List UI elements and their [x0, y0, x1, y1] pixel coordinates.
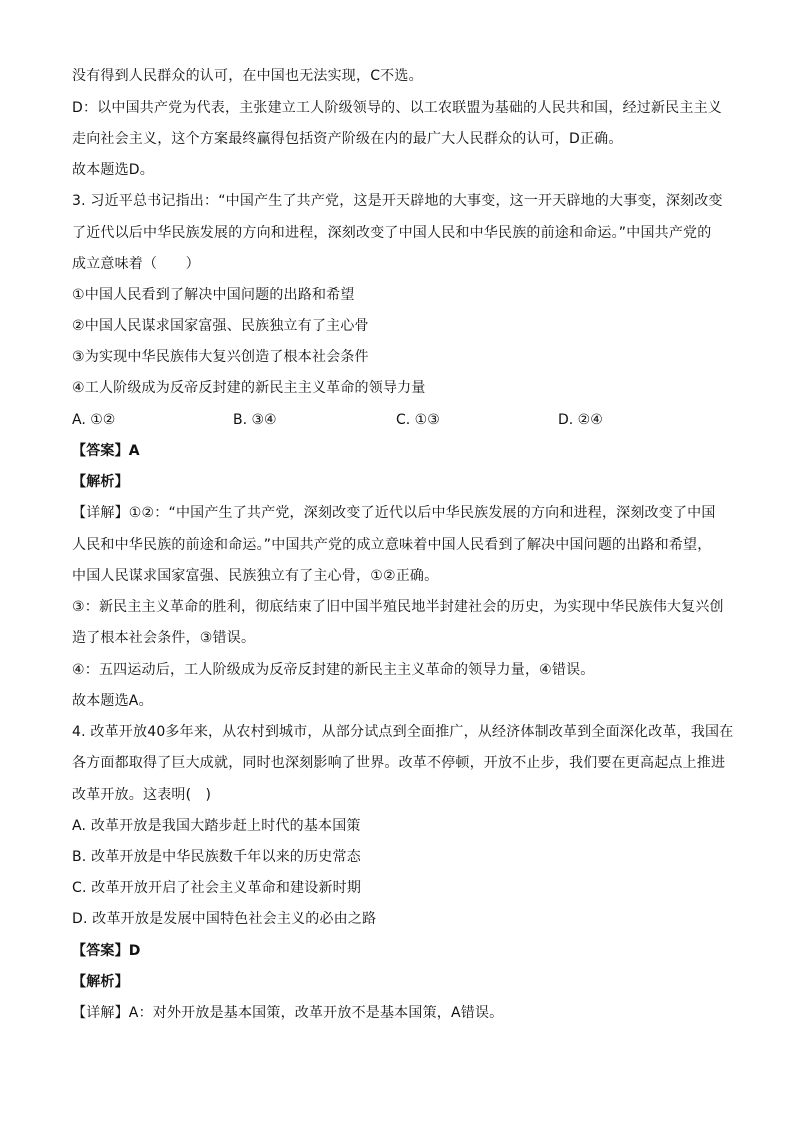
- statement-1: ①中国人民看到了解决中国问题的出路和希望: [72, 287, 355, 303]
- q4-option-a: A. 改革开放是我国大踏步赶上时代的基本国策: [72, 818, 361, 834]
- option-d: D. ②④: [558, 412, 603, 428]
- explanation-line: ④：五四运动后，工人阶级成为反帝反封建的新民主主义革命的领导力量，④错误。: [72, 662, 595, 678]
- statement-4: ④工人阶级成为反帝反封建的新民主主义革命的领导力量: [72, 380, 426, 396]
- question-4-stem: 改革开放。这表明( ): [72, 787, 212, 803]
- option-c: C. ①③: [396, 412, 440, 428]
- text-line: 没有得到人民群众的认可，在中国也无法实现，C不选。: [72, 68, 423, 84]
- explanation-line: 造了根本社会条件，③错误。: [72, 630, 256, 646]
- question-4-stem: 各方面都取得了巨大成就，同时也深刻影响了世界。改革不停顿，开放不止步，我们要在更高起点上推进: [72, 755, 726, 771]
- analysis-label: 【解析】: [72, 974, 129, 990]
- text-line: D：以中国共产党为代表，主张建立工人阶级领导的、以工农联盟为基础的人民共和国，经过新民主主义: [72, 100, 722, 116]
- text-line: 走向社会主义，这个方案最终赢得包括资产阶级在内的最广大人民群众的认可，D正确。: [72, 131, 623, 147]
- statement-2: ②中国人民谋求国家富强、民族独立有了主心骨: [72, 318, 369, 334]
- q4-option-d: D. 改革开放是发展中国特色社会主义的必由之路: [72, 911, 377, 927]
- question-4-stem: 4. 改革开放40多年来，从农村到城市，从部分试点到全面推广，从经济体制改革到全面深化改革，我国在: [72, 724, 734, 740]
- option-a: A. ①②: [72, 412, 116, 428]
- explanation-line: 人民和中华民族的前途和命运。”中国共产党的成立意味着中国人民看到了解决中国问题的出路和希望，: [72, 537, 712, 553]
- statement-3: ③为实现中华民族伟大复兴创造了根本社会条件: [72, 349, 369, 365]
- q4-option-b: B. 改革开放是中华民族数千年以来的历史常态: [72, 849, 361, 865]
- question-3-stem: 3. 习近平总书记指出：“中国产生了共产党，这是开天辟地的大事变，这一开天辟地的大事变，深刻改变: [72, 193, 723, 209]
- analysis-label: 【解析】: [72, 474, 129, 490]
- question-3-stem: 成立意味着（ ）: [72, 256, 200, 272]
- answer-label: 【答案】D: [72, 943, 141, 959]
- answer-label: 【答案】A: [72, 443, 140, 459]
- explanation-line: ③：新民主主义革命的胜利，彻底结束了旧中国半殖民地半封建社会的历史，为实现中华民族伟大复兴创: [72, 599, 724, 615]
- option-b: B. ③④: [233, 412, 277, 428]
- question-3-stem: 了近代以后中华民族发展的方向和进程，深刻改变了中国人民和中华民族的前途和命运。”中国共产党的: [72, 225, 712, 241]
- explanation-line: 【详解】A：对外开放是基本国策，改革开放不是基本国策，A错误。: [72, 1005, 504, 1021]
- explanation-line: 【详解】①②：“中国产生了共产党，深刻改变了近代以后中华民族发展的方向和进程，深刻改变了中国: [72, 505, 716, 521]
- conclusion-line: 故本题选A。: [72, 693, 153, 709]
- explanation-line: 中国人民谋求国家富强、民族独立有了主心骨，①②正确。: [72, 568, 439, 584]
- text-line: 故本题选D。: [72, 162, 154, 178]
- q4-option-c: C. 改革开放开启了社会主义革命和建设新时期: [72, 880, 362, 896]
